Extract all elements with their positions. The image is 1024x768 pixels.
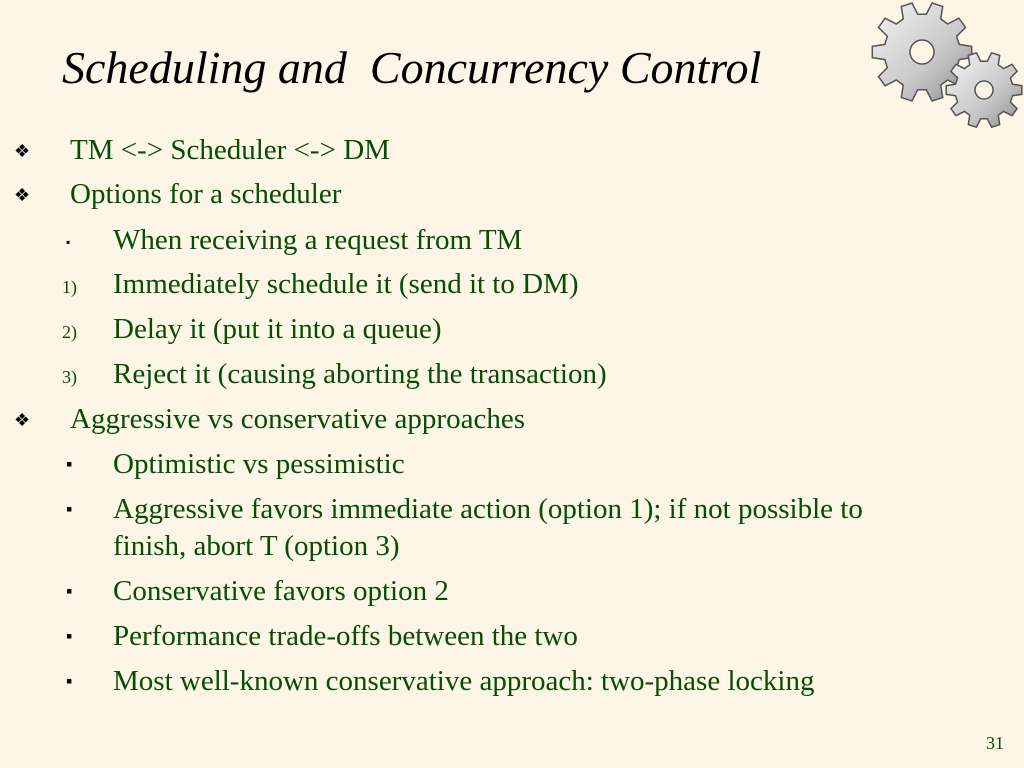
square-bullet-icon: ▪ bbox=[66, 671, 73, 691]
diamond-bullet-icon: ❖ bbox=[14, 185, 31, 205]
square-bullet-icon: ▪ bbox=[66, 499, 73, 519]
diamond-bullet-icon: ❖ bbox=[14, 141, 31, 161]
page-number: 31 bbox=[986, 733, 1004, 753]
slide-title: Scheduling and Concurrency Control bbox=[62, 42, 762, 93]
diamond-bullet-icon: ❖ bbox=[14, 410, 31, 430]
list-number: 2) bbox=[62, 322, 77, 342]
gears-icon bbox=[862, 2, 1024, 130]
square-bullet-icon: ▪ bbox=[66, 235, 71, 249]
list-number: 3) bbox=[62, 367, 77, 387]
list-number: 1) bbox=[62, 277, 77, 297]
square-bullet-icon: ▪ bbox=[66, 581, 73, 601]
square-bullet-icon: ▪ bbox=[66, 626, 73, 646]
square-bullet-icon: ▪ bbox=[66, 454, 73, 474]
